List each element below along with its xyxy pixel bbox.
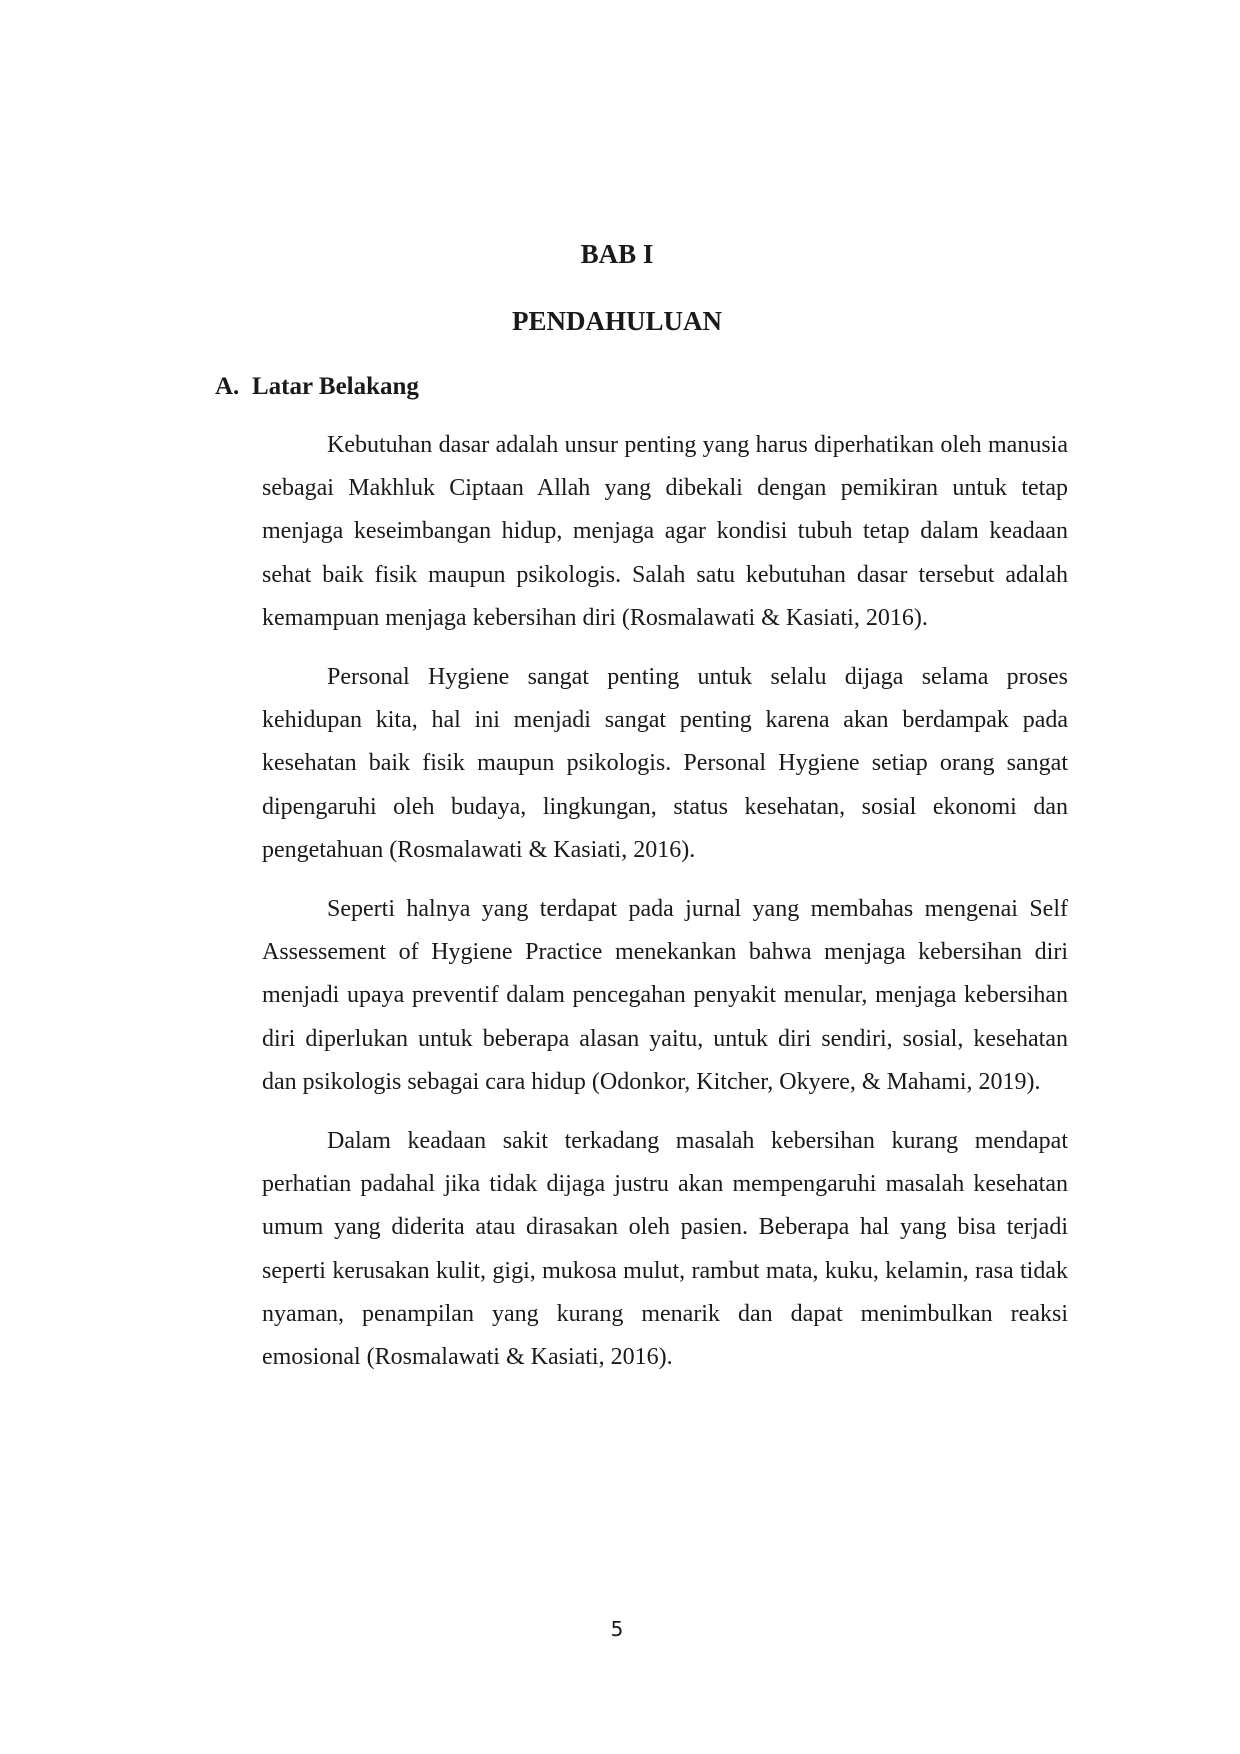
section-title: Latar Belakang bbox=[252, 373, 419, 400]
page-number: 5 bbox=[610, 1617, 624, 1641]
paragraph: Dalam keadaan sakit terkadang masalah kebersihan kurang mendapat perhatian padahal jika tidak dijaga justru akan mempengaruhi masalah kesehatan umum yang diderita atau dirasakan oleh pasien. Beberapa hal yang bisa terjadi seperti kerusakan kulit, gigi, mukosa mulut, rambut mata, kuku, kelamin, rasa tidak nyaman, penampilan yang kurang menarik dan dapat menimbulkan reaksi emosional (Rosmalawati & Kasiati, 2016). bbox=[262, 1128, 1068, 1371]
chapter-title: PENDAHULUAN bbox=[511, 306, 722, 336]
paragraph: Personal Hygiene sangat penting untuk selalu dijaga selama proses kehidupan kita, hal ini menjadi sangat penting karena akan berdampak pada kesehatan baik fisik maupun psikologis. Personal Hygiene setiap orang sangat dipengaruhi oleh budaya, lingkungan, status kesehatan, sosial ekonomi dan pengetahuan (Rosmalawati & Kasiati, 2016). bbox=[262, 664, 1068, 863]
chapter-number: BAB I bbox=[580, 239, 654, 269]
section-heading bbox=[215, 367, 419, 407]
paragraph: Kebutuhan dasar adalah unsur penting yang harus diperhatikan oleh manusia sebagai Makhluk Ciptaan Allah yang dibekali dengan pemikiran untuk tetap menjaga keseimbangan hidup, menjaga agar kondisi tubuh tetap dalam keadaan sehat baik fisik maupun psikologis. Salah satu kebutuhan dasar tersebut adalah kemampuan menjaga kebersihan diri (Rosmalawati & Kasiati, 2016). bbox=[262, 432, 1068, 631]
section-number: A. bbox=[215, 373, 240, 400]
body-text bbox=[262, 424, 1068, 1379]
paragraph: Seperti halnya yang terdapat pada jurnal yang membahas mengenai Self Assessement of Hygiene Practice menekankan bahwa menjaga kebersihan diri menjadi upaya preventif dalam pencegahan penyakit menular, menjaga kebersihan diri diperlukan untuk beberapa alasan yaitu, untuk diri sendiri, sosial, kesehatan dan psikologis sebagai cara hidup (Odonkor, Kitcher, Okyere, & Mahami, 2019). bbox=[262, 896, 1068, 1095]
